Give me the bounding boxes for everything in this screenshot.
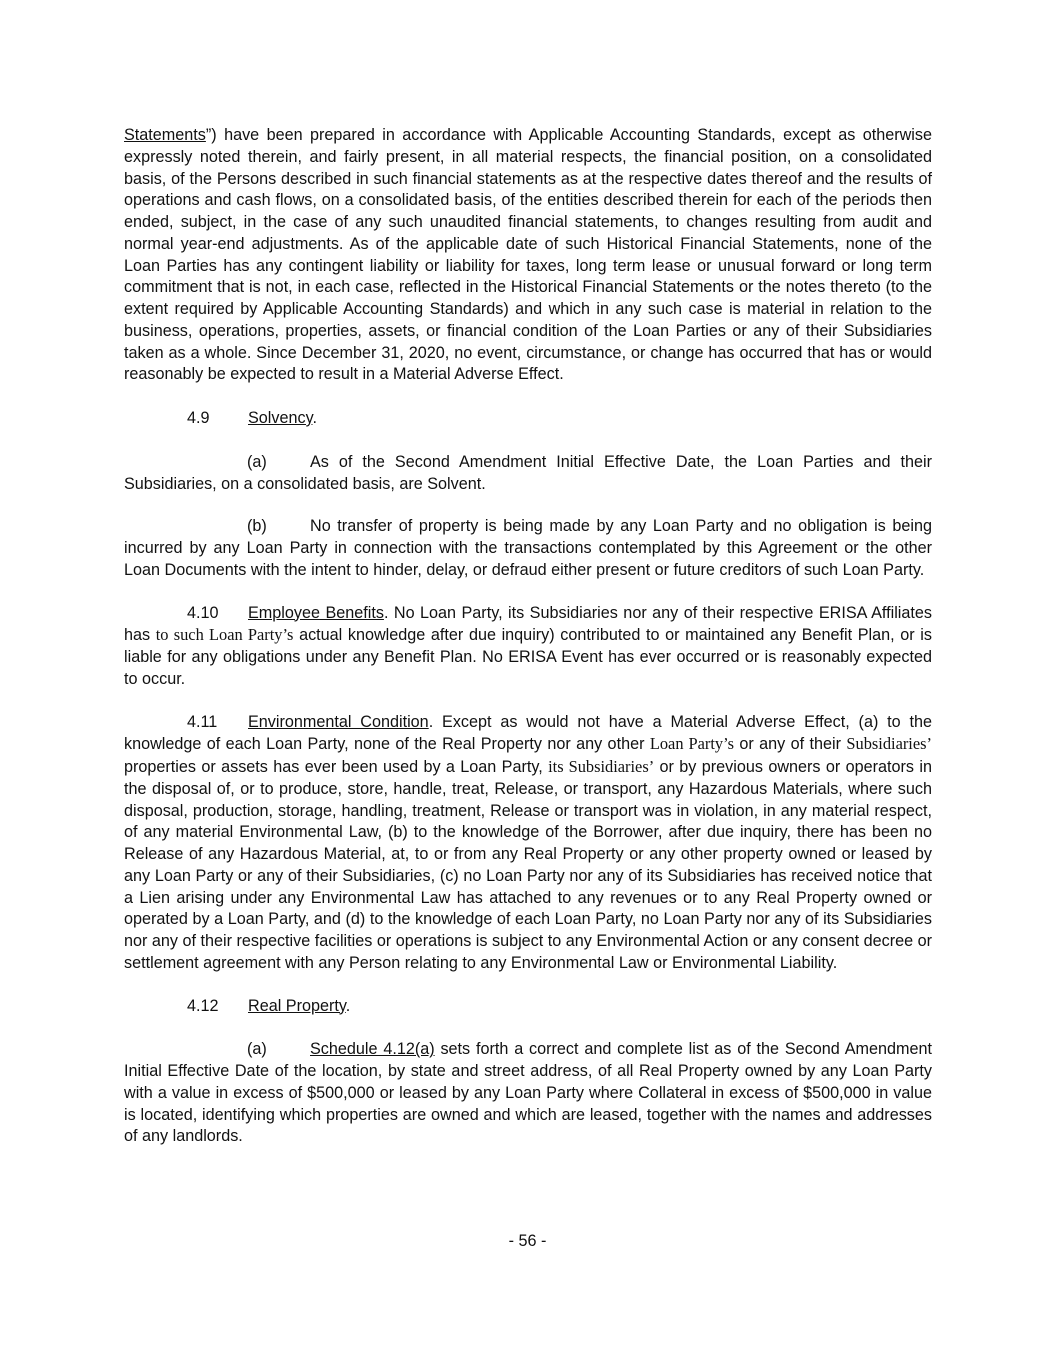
document-body [124,125,932,1148]
clause-label: (a) [247,452,267,471]
clause-text: sets forth a correct and complete list as of the Second Amendment Initial Effective Date of the location, by state and street address, of all Real Property owned by any Loan Party with a value in excess of $500,000 or leased by any Loan Party where Collateral in excess of $500,000 in value is located, identifying which properties are owned and which are leased, together with the names and addresses of any landlords. [124,1040,932,1146]
section-4-9-heading: 4.9 Solvency. [124,408,932,430]
clause-text: As of the Second Amendment Initial Effective Date, the Loan Parties and their Subsidiaries, on a consolidated basis, are Solvent. [124,452,932,493]
section-number: 4.11 [187,712,218,731]
section-4-9-b [124,516,932,581]
intro-text: ”) have been prepared in accordance with Applicable Accounting Standards, except as otherwise expressly noted therein, and fairly present, in all material respects, the financial position, on a consolidated basis, of the Persons described in such financial statements as at the respective dates thereof and the results of operations and cash flows, on a consolidated basis, of the entities described therein for each of the periods then ended, subject, in the case of any such unaudited financial statements, to changes resulting from audit and normal year-end adjustments. As of the applicable date of such Historical Financial Statements, none of the Loan Parties has any contingent liability or liability for taxes, long term lease or unusual forward or long term commitment that is not, in each case, reflected in the Historical Financial Statements or the notes thereto (to the extent required by Applicable Accounting Standards) and which in any such case is material in relation to the business, operations, properties, assets, or financial condition of the Loan Parties or any of their Subsidiaries taken as a whole. Since December 31, 2020, no event, circumstance, or change has occurred that has or would reasonably be expected to result in a Material Adverse Effect. [124,126,932,384]
section-4-9-a [124,452,932,496]
clause-label: (b) [247,517,267,536]
section-number: 4.12 [187,996,219,1015]
clause-label: (a) [247,1040,267,1059]
intro-paragraph [124,125,932,386]
section-title: Solvency [248,409,313,427]
section-title: Real Property [248,996,346,1015]
section-title: Environmental Condition [248,712,429,731]
section-title: Employee Benefits [248,603,384,622]
section-4-10-paragraph: 4.10 Employee Benefits. No Loan Party, its Subsidiaries nor any of their respective ERISA Affiliates has to such Loan Party’s actual knowledge after due inquiry) contributed to or maintained any Benefit Plan, or is liable for any obligations under any Benefit Plan. No ERISA Event has ever occurred or is reasonably expected to occur. [124,603,932,688]
schedule-reference: Schedule 4.12(a) [310,1040,435,1059]
clause-text: No transfer of property is being made by any Loan Party and no obligation is being incurred by any Loan Party in connection with the transactions contemplated by this Agreement or the other Loan Documents with the intent to hinder, delay, or defraud either present or future creditors of such Loan Party. [124,517,932,579]
section-number: 4.10 [187,603,219,622]
section-4-12-a [124,1039,932,1148]
statements-term: Statements [124,126,206,144]
section-number: 4.9 [187,409,210,427]
section-4-11-paragraph: 4.11 Environmental Condition. Except as would not have a Material Adverse Effect, (a) to the knowledge of each Loan Party, none of the Real Property nor any other Loan Party’s or any of their Subsidiaries’ properties or assets has ever been used by a Loan Party, its Subsidiaries’ or by previous owners or operators in the disposal of, or to produce, store, handle, treat, Release, or transport, any Hazardous Materials, where such disposal, production, storage, handling, treatment, Release or transport was in violation, in any material respect, of any material Environmental Law, (b) to the knowledge of the Borrower, after due inquiry, there has been no Release of any Hazardous Material, at, to or from any Real Property or any other property owned or leased by any Loan Party or any of their Subsidiaries, (c) no Loan Party nor any of its Subsidiaries has received notice that a Lien arising under any Environmental Law has attached to any revenues or to any Real Property owned or operated by a Loan Party, and (d) to the knowledge of each Loan Party, no Loan Party nor any of its Subsidiaries nor any of their respective facilities or operations is subject to any Environmental Action or any consent decree or settlement agreement with any Person relating to any Environmental Law or Environmental Liability. [124,712,932,972]
page-number: - 56 - [508,1232,547,1250]
section-4-12-heading: 4.12 Real Property. [124,996,932,1018]
